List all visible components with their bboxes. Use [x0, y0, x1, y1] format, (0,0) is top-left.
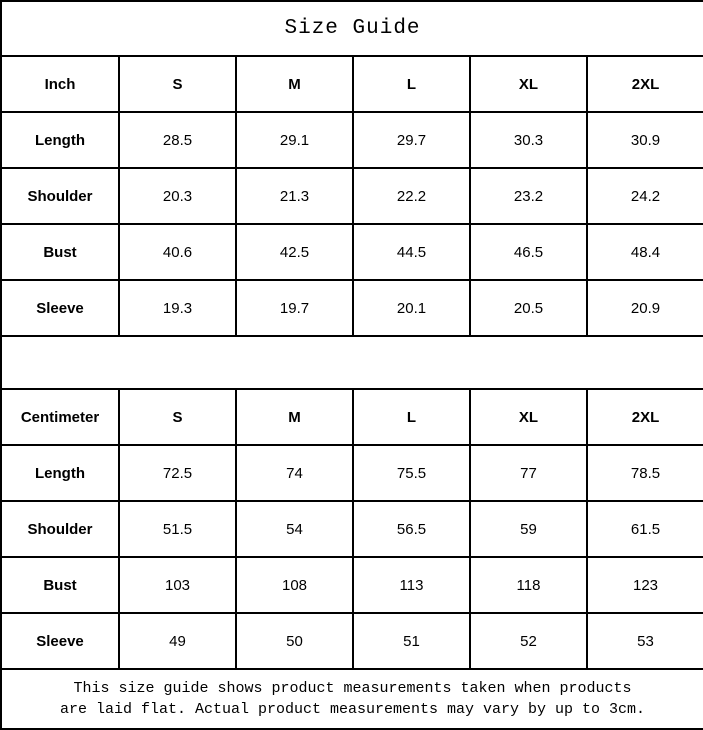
value-cell: 20.5 [470, 280, 587, 336]
centimeter-length-row [1, 445, 703, 501]
footer-note-line1: This size guide shows product measurements taken when products [73, 680, 632, 697]
value-cell: 78.5 [587, 445, 703, 501]
centimeter-shoulder-row [1, 501, 703, 557]
inch-size-m-header: M [236, 56, 353, 112]
inch-bust-row [1, 224, 703, 280]
row-label: Length [1, 112, 119, 168]
inch-length-row [1, 112, 703, 168]
value-cell: 108 [236, 557, 353, 613]
spacer-row [1, 336, 703, 389]
inch-unit-header: Inch [1, 56, 119, 112]
value-cell: 51 [353, 613, 470, 669]
inch-shoulder-row [1, 168, 703, 224]
row-label: Bust [1, 224, 119, 280]
value-cell: 23.2 [470, 168, 587, 224]
value-cell: 53 [587, 613, 703, 669]
row-label: Sleeve [1, 280, 119, 336]
row-label: Shoulder [1, 501, 119, 557]
value-cell: 56.5 [353, 501, 470, 557]
value-cell: 103 [119, 557, 236, 613]
row-label: Bust [1, 557, 119, 613]
value-cell: 118 [470, 557, 587, 613]
centimeter-sleeve-row [1, 613, 703, 669]
title-row [1, 1, 703, 56]
value-cell: 46.5 [470, 224, 587, 280]
value-cell: 20.3 [119, 168, 236, 224]
value-cell: 30.9 [587, 112, 703, 168]
centimeter-size-l-header: L [353, 389, 470, 445]
value-cell: 29.7 [353, 112, 470, 168]
footer-note-line2: are laid flat. Actual product measurements may vary by up to 3cm. [59, 701, 646, 718]
centimeter-size-xl-header: XL [470, 389, 587, 445]
centimeter-size-2xl-header: 2XL [587, 389, 703, 445]
value-cell: 50 [236, 613, 353, 669]
inch-sleeve-row [1, 280, 703, 336]
value-cell: 72.5 [119, 445, 236, 501]
value-cell: 29.1 [236, 112, 353, 168]
centimeter-header-row [1, 389, 703, 445]
inch-size-l-header: L [353, 56, 470, 112]
value-cell: 49 [119, 613, 236, 669]
row-label: Sleeve [1, 613, 119, 669]
value-cell: 75.5 [353, 445, 470, 501]
footer-row [1, 669, 703, 729]
value-cell: 22.2 [353, 168, 470, 224]
value-cell: 51.5 [119, 501, 236, 557]
value-cell: 40.6 [119, 224, 236, 280]
inch-size-s-header: S [119, 56, 236, 112]
value-cell: 54 [236, 501, 353, 557]
value-cell: 30.3 [470, 112, 587, 168]
value-cell: 21.3 [236, 168, 353, 224]
value-cell: 74 [236, 445, 353, 501]
value-cell: 44.5 [353, 224, 470, 280]
row-label: Length [1, 445, 119, 501]
value-cell: 42.5 [236, 224, 353, 280]
footer-note [1, 669, 703, 729]
value-cell: 61.5 [587, 501, 703, 557]
value-cell: 19.3 [119, 280, 236, 336]
value-cell: 28.5 [119, 112, 236, 168]
value-cell: 59 [470, 501, 587, 557]
value-cell: 113 [353, 557, 470, 613]
value-cell: 24.2 [587, 168, 703, 224]
spacer-cell [1, 336, 703, 389]
inch-size-2xl-header: 2XL [587, 56, 703, 112]
value-cell: 20.1 [353, 280, 470, 336]
value-cell: 48.4 [587, 224, 703, 280]
value-cell: 123 [587, 557, 703, 613]
value-cell: 19.7 [236, 280, 353, 336]
inch-size-xl-header: XL [470, 56, 587, 112]
centimeter-size-s-header: S [119, 389, 236, 445]
centimeter-bust-row [1, 557, 703, 613]
centimeter-size-m-header: M [236, 389, 353, 445]
centimeter-unit-header: Centimeter [1, 389, 119, 445]
value-cell: 52 [470, 613, 587, 669]
inch-header-row [1, 56, 703, 112]
page-title: Size Guide [1, 1, 703, 56]
value-cell: 77 [470, 445, 587, 501]
row-label: Shoulder [1, 168, 119, 224]
value-cell: 20.9 [587, 280, 703, 336]
